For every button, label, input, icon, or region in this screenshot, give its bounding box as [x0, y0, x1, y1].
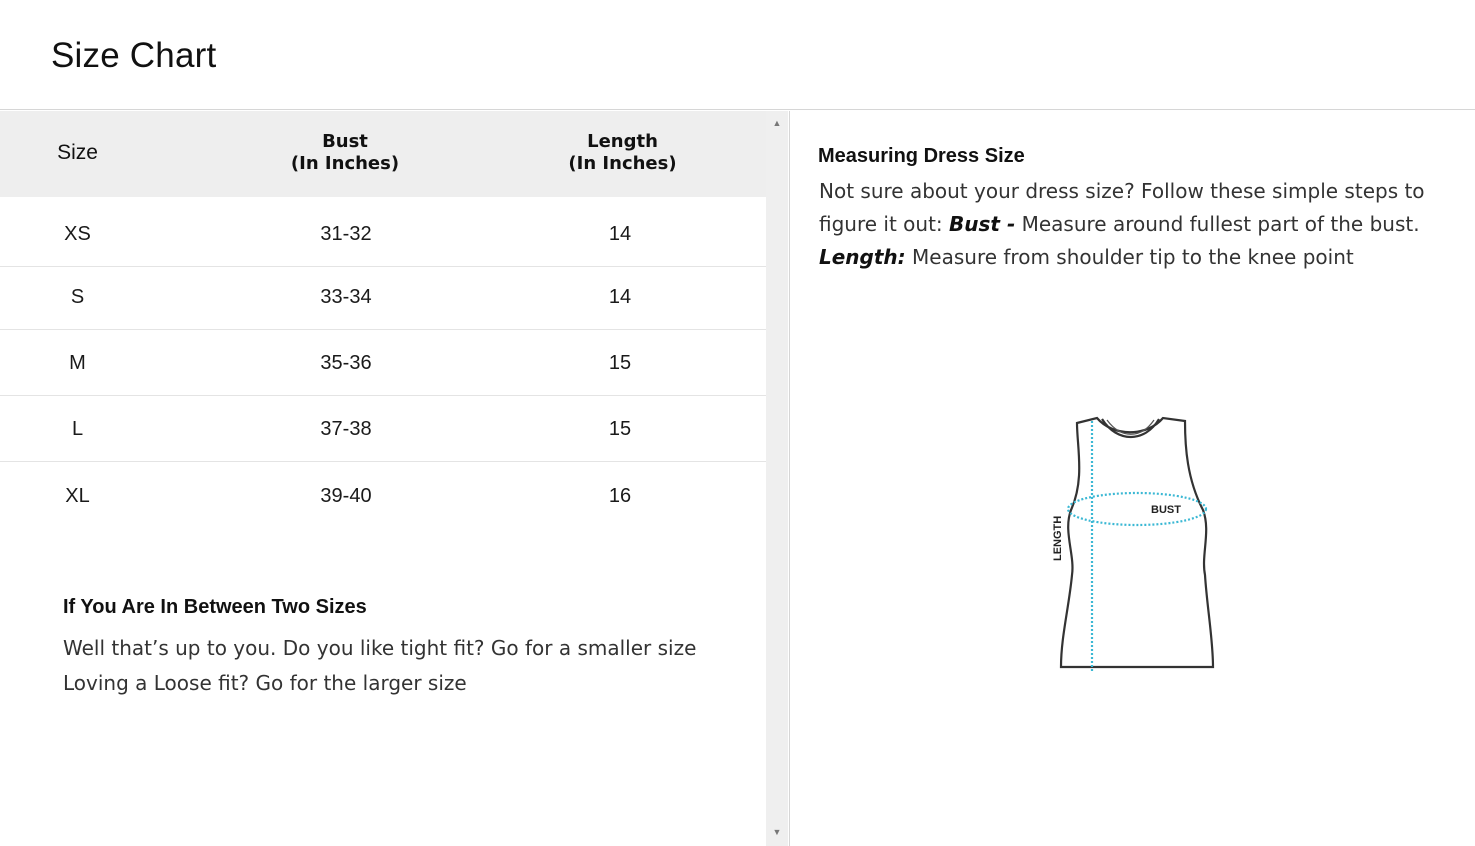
cell-bust: 33-34	[320, 286, 372, 308]
length-instruction: Measure from shoulder tip to the knee point	[905, 245, 1354, 269]
table-row	[0, 201, 766, 267]
measuring-title: Measuring Dress Size	[818, 145, 1025, 167]
table-row	[0, 264, 766, 330]
between-sizes-line-2: Loving a Loose fit? Go for the larger size	[63, 671, 467, 695]
cell-size: XL	[65, 485, 90, 507]
cell-bust: 39-40	[320, 485, 372, 507]
cell-length: 14	[608, 223, 632, 245]
measuring-instructions	[819, 175, 1439, 274]
cell-bust: 31-32	[320, 223, 372, 245]
bust-instruction: Measure around fullest part of the bust.	[1015, 212, 1420, 236]
bust-label: BUST	[1151, 504, 1181, 516]
dress-measurement-diagram	[1035, 407, 1235, 677]
measuring-panel	[790, 111, 1475, 846]
size-table-panel[interactable]	[0, 111, 766, 846]
cell-length: 16	[608, 485, 632, 507]
cell-length: 14	[608, 286, 632, 308]
table-row	[0, 463, 766, 529]
column-header-bust	[270, 131, 420, 175]
column-header-size: Size	[57, 141, 98, 164]
column-header-length-label: Length	[587, 131, 658, 152]
scroll-up-icon[interactable]: ▲	[772, 118, 782, 128]
cell-bust: 35-36	[320, 352, 372, 374]
table-header	[0, 111, 766, 197]
between-sizes-title: If You Are In Between Two Sizes	[63, 596, 367, 618]
cell-bust: 37-38	[320, 418, 372, 440]
scroll-down-icon[interactable]: ▼	[772, 827, 782, 837]
between-sizes-line-1: Well that’s up to you. Do you like tight fit? Go for a smaller size	[63, 636, 697, 660]
table-row	[0, 330, 766, 396]
length-label: LENGTH	[1052, 515, 1064, 561]
cell-size: M	[69, 352, 86, 374]
bust-term: Bust -	[949, 212, 1016, 236]
column-header-bust-unit: (In Inches)	[290, 153, 400, 174]
dress-outline	[1061, 418, 1213, 667]
cell-length: 15	[608, 352, 632, 374]
cell-size: S	[70, 286, 85, 308]
length-term: Length:	[819, 245, 906, 269]
header	[0, 0, 1475, 110]
between-sizes-text	[63, 631, 743, 701]
cell-size: L	[71, 418, 84, 440]
measuring-intro: Not sure about your dress size? Follow these simple steps to figure it out:	[819, 179, 1425, 236]
column-header-bust-label: Bust	[322, 131, 368, 152]
cell-size: XS	[64, 223, 91, 245]
column-header-length	[545, 131, 700, 175]
column-header-length-unit: (In Inches)	[568, 153, 677, 174]
table-row	[0, 396, 766, 462]
page-title: Size Chart	[51, 36, 217, 75]
vertical-scrollbar[interactable]	[766, 111, 788, 846]
cell-length: 15	[608, 418, 632, 440]
